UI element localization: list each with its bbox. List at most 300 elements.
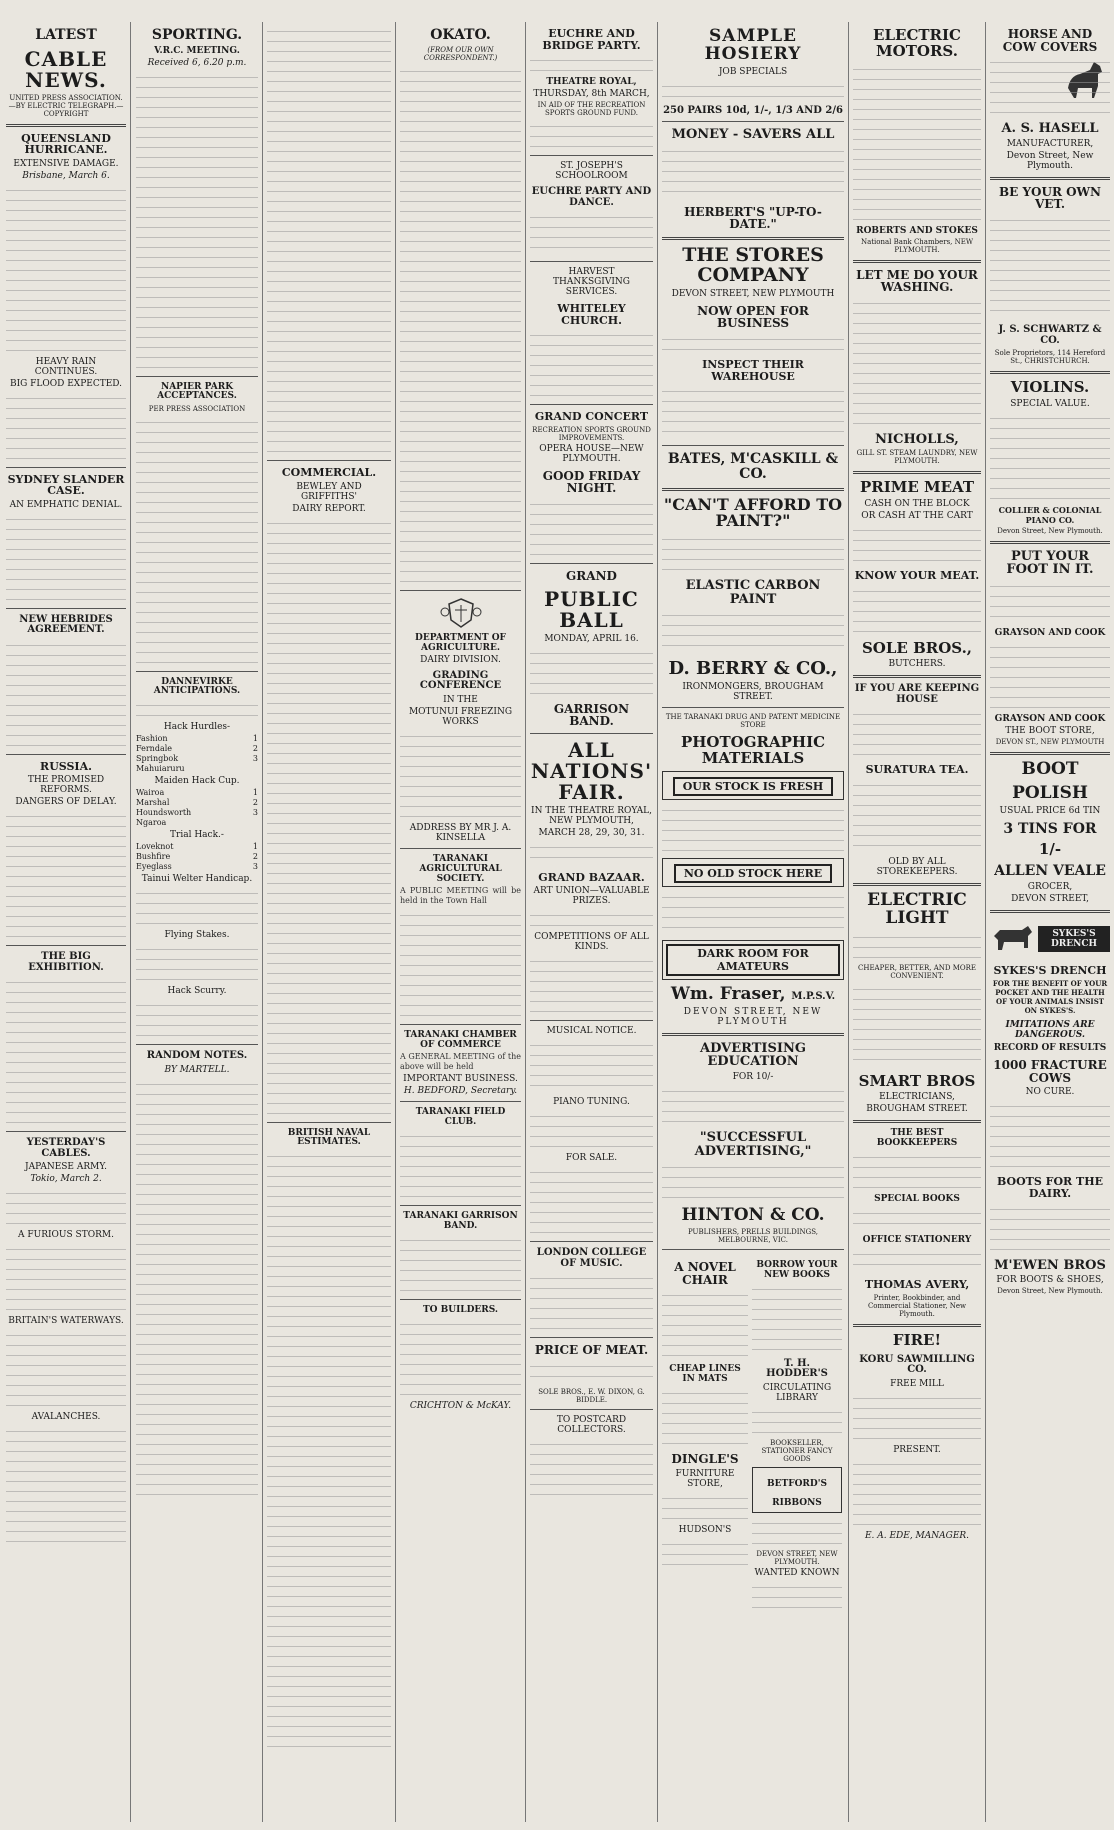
article-text: [400, 730, 521, 820]
boot-store: THE BOOT STORE,: [1005, 726, 1095, 737]
divider: [6, 124, 126, 127]
article-text: [6, 392, 126, 462]
race-entry: Fashion 1: [136, 734, 258, 744]
yesterdays-cables-heading: YESTERDAY'S CABLES.: [26, 1137, 106, 1159]
bates-mcaskill: BATES, M'CASKILL & CO.: [667, 451, 839, 482]
article-text: [662, 804, 844, 854]
divider: [267, 1122, 391, 1123]
divider: [990, 371, 1110, 374]
article-text: [853, 779, 981, 854]
prime-meat: PRIME MEAT: [859, 478, 975, 497]
sole-bros: SOLE BROS.,: [861, 638, 973, 657]
violins: VIOLINS.: [1010, 378, 1090, 397]
maiden-hack-sub: Maiden Hack Cup.: [154, 776, 240, 787]
divider: [530, 1409, 653, 1410]
borrow-books: BORROW YOUR NEW BOOKS: [756, 1260, 838, 1280]
article-text: [530, 1272, 653, 1332]
collier-addr: Devon Street, New Plymouth.: [997, 526, 1103, 535]
kinsella-address: ADDRESS BY MR J. A. KINSELLA: [409, 822, 512, 843]
thomas-sub: Printer, Bookbinder, and Commercial Stationer, New Plymouth.: [867, 1293, 967, 1318]
article-text: [662, 891, 844, 936]
column-4: [400, 22, 521, 1822]
russia-heading: RUSSIA.: [40, 759, 92, 773]
article-text: [530, 647, 653, 697]
for-benefit: FOR THE BENEFIT OF YOUR POCKET AND THE HEALTH OF YOUR ANIMALS INSIST ON SYKES'S.: [992, 979, 1108, 1016]
hack-hurdles-sub: Hack Hurdles-: [163, 722, 231, 733]
keeping-house: IF YOU ARE KEEPING HOUSE: [854, 683, 980, 705]
article-text: [400, 1318, 521, 1398]
article-text: [267, 517, 391, 1117]
divider: [400, 1299, 521, 1300]
free-mill: FREE MILL: [890, 1378, 944, 1389]
drug-store: THE TARANAKI DRUG AND PATENT MEDICINE STORE: [665, 713, 841, 730]
horse-name: Marshal: [136, 798, 170, 808]
article-text: [752, 1283, 842, 1353]
article-text: [136, 999, 258, 1039]
article-text: [662, 80, 844, 100]
garrison-band-notice: TARANAKI GARRISON BAND.: [403, 1210, 518, 1231]
article-text: [530, 1360, 653, 1385]
office-stationery: OFFICE STATIONERY: [862, 1235, 972, 1246]
divider: [400, 1024, 521, 1025]
elastic-carbon-paint: ELASTIC CARBON PAINT: [685, 578, 821, 607]
boots-dairy: BOOTS FOR THE DAIRY.: [997, 1175, 1103, 1201]
divider: [6, 1131, 126, 1132]
record-results: RECORD OF RESULTS: [993, 1043, 1107, 1054]
present: PRESENT.: [893, 1444, 941, 1455]
divider: [662, 237, 844, 240]
stock-fresh-box: [662, 771, 844, 800]
storm-sub: A FURIOUS STORM.: [18, 1230, 114, 1241]
article-text: [6, 1329, 126, 1409]
no-old-stock-box: [662, 858, 844, 887]
naval-estimates-heading: BRITISH NAVAL ESTIMATES.: [287, 1127, 371, 1147]
dark-room: DARK ROOM FOR AMATEURS: [666, 944, 840, 976]
usual-price: USUAL PRICE 6d TIN: [999, 805, 1101, 816]
euchre-heading: EUCHRE AND BRIDGE PARTY.: [542, 27, 641, 52]
successful-advertising: "SUCCESSFUL ADVERTISING,": [694, 1129, 812, 1159]
suratura-tea: SURATURA TEA.: [865, 763, 969, 777]
divider: [6, 467, 126, 468]
garrison-band: GARRISON BAND.: [553, 701, 630, 729]
grayson-cook: GRAYSON AND COOK: [994, 628, 1106, 639]
article-text: [6, 1243, 126, 1313]
article-text: [853, 708, 981, 758]
article-text: [990, 1203, 1110, 1253]
article-text: [400, 65, 521, 585]
dairy-report-line1: BEWLEY AND GRIFFITHS': [296, 481, 362, 502]
random-notes-heading: RANDOM NOTES.: [146, 1050, 248, 1062]
price-of-meat: PRICE OF MEAT.: [534, 1343, 649, 1358]
storekeepers: OLD BY ALL STOREKEEPERS.: [876, 856, 958, 877]
article-text: [530, 1039, 653, 1094]
race-entry: Springbok 3: [136, 754, 258, 764]
article-text: [267, 1150, 391, 1750]
butchers: BUTCHERS.: [888, 659, 946, 670]
brisbane-dateline: Brisbane, March 6.: [22, 170, 110, 181]
divider: [136, 376, 258, 377]
article-text: [990, 1100, 1110, 1170]
article-text: [853, 1392, 981, 1442]
art-union: ART UNION—VALUABLE PRIZES.: [533, 886, 650, 907]
heavy-rain-sub: HEAVY RAIN CONTINUES.: [34, 356, 98, 377]
race-list: [136, 842, 258, 872]
race-entry: Loveknot 1: [136, 842, 258, 852]
column-6: [662, 22, 844, 1822]
sporting-heading: SPORTING.: [151, 27, 243, 43]
good-friday: GOOD FRIDAY NIGHT.: [542, 468, 641, 496]
race-entry: Houndsworth 3: [136, 808, 258, 818]
electric-light: ELECTRIC LIGHT: [867, 889, 967, 928]
article-text: [136, 887, 258, 927]
important-business: IMPORTANT BUSINESS.: [403, 1073, 518, 1084]
divider: [136, 671, 258, 672]
article-text: [853, 1207, 981, 1232]
advertising-education: ADVERTISING EDUCATION: [700, 1040, 806, 1070]
horse-cow-covers: HORSE AND COW COVERS: [1002, 27, 1098, 54]
vrc-meeting-sub: V.R.C. MEETING.: [154, 45, 240, 56]
divider: [530, 404, 653, 405]
article-text: [662, 1538, 748, 1568]
napier-sub: PER PRESS ASSOCIATION: [148, 404, 246, 413]
column-rule: [262, 22, 263, 1822]
article-text: [853, 1248, 981, 1273]
waterways-sub: BRITAIN'S WATERWAYS.: [8, 1316, 124, 1327]
article-text: [853, 585, 981, 635]
mewen-sub: FOR BOOTS & SHOES,: [996, 1275, 1104, 1286]
koru-sawmilling: KORU SAWMILLING CO.: [859, 1353, 975, 1376]
wanted-known: WANTED KNOWN: [754, 1567, 840, 1578]
circ-library: CIRCULATING LIBRARY: [762, 1382, 832, 1403]
divider: [530, 1241, 653, 1242]
money-savers: MONEY - SAVERS ALL: [671, 127, 835, 143]
article-text: [6, 1425, 126, 1545]
divider: [530, 1020, 653, 1021]
article-text: [400, 1130, 521, 1200]
article-text: [662, 385, 844, 440]
divider: [990, 752, 1110, 755]
article-text: [530, 54, 653, 74]
allen-veale: ALLEN VEALE: [994, 863, 1106, 880]
musical-notice: MUSICAL NOTICE.: [546, 1026, 637, 1037]
in-the-label: IN THE: [443, 694, 478, 705]
column-2: [136, 22, 258, 1822]
euchre-venue: THEATRE ROYAL,: [546, 77, 637, 88]
article-text: [530, 329, 653, 399]
cable-news-heading: CABLE NEWS.: [24, 46, 108, 92]
divider: [6, 945, 126, 946]
st-josephs: ST. JOSEPH'S SCHOOLROOM: [555, 161, 628, 182]
article-text: [530, 211, 653, 256]
secretary-sign: H. BEDFORD, Secretary.: [403, 1085, 518, 1096]
grocer: GROCER,: [1027, 881, 1073, 892]
trial-hack-sub: Trial Hack.-: [170, 830, 224, 841]
hasell: A. S. HASELL: [1001, 121, 1099, 137]
article-text: [752, 1581, 842, 1611]
divider: [530, 155, 653, 156]
sykes-row: [990, 919, 1110, 959]
divider: [990, 541, 1110, 544]
know-your-meat: KNOW YOUR MEAT.: [854, 569, 980, 583]
hack-scurry-sub: Hack Scurry.: [167, 986, 227, 997]
do-your-washing: LET ME DO YOUR WASHING.: [856, 267, 978, 295]
article-text: [530, 1110, 653, 1150]
article-text: [853, 983, 981, 1068]
nicholls: NICHOLLS,: [875, 431, 959, 447]
article-text: [662, 333, 844, 353]
job-specials: JOB SPECIALS: [718, 66, 788, 77]
put-your-foot-in-it: PUT YOUR FOOT IN IT.: [1006, 548, 1094, 578]
horse-name: Houndsworth: [136, 808, 192, 818]
received-line: Received 6, 6.20 p.m.: [147, 57, 247, 68]
public-meeting-notice: A PUBLIC MEETING will be held in the Town Hall: [400, 885, 521, 905]
race-list: [136, 788, 258, 828]
stores-address: DEVON STREET, NEW PLYMOUTH: [671, 288, 835, 299]
article-text: [752, 1406, 842, 1436]
column-8: [990, 22, 1110, 1822]
column-rule: [395, 22, 396, 1822]
article-text: [530, 1438, 653, 1498]
london-college: LONDON COLLEGE OF MUSIC.: [536, 1247, 647, 1269]
avalanches-sub: AVALANCHES.: [31, 1412, 101, 1423]
article-text: [400, 909, 521, 1019]
article-text: [530, 841, 653, 866]
taihape-sub: Tainui Welter Handicap.: [141, 874, 253, 885]
schwartz: J. S. SCHWARTZ & CO.: [998, 324, 1102, 346]
slander-case-heading: SYDNEY SLANDER CASE.: [7, 472, 125, 498]
sykes-drench: SYKES'S DRENCH: [993, 963, 1107, 977]
euchre-date: THURSDAY, 8th MARCH,: [533, 89, 650, 100]
article-text: [990, 214, 1110, 319]
electric-motors: ELECTRIC MOTORS.: [873, 26, 961, 60]
race-entry: Marshal 2: [136, 798, 258, 808]
competitions: COMPETITIONS OF ALL KINDS.: [534, 932, 649, 953]
roberts-sub: National Bank Chambers, NEW PLYMOUTH.: [860, 237, 974, 254]
napier-heading: NAPIER PARK ACCEPTANCES.: [157, 381, 237, 402]
correspondent-line: (FROM OUR OWN CORRESPONDENT.): [423, 45, 498, 62]
cow-icon: [990, 922, 1034, 956]
column-7: [853, 22, 981, 1822]
article-text: [853, 63, 981, 223]
butchers-sign: SOLE BROS., E. W. DIXON, G. BIDDLE.: [538, 1387, 645, 1404]
article-text: [400, 1234, 521, 1294]
dairy-report-line2: DAIRY REPORT.: [292, 503, 366, 514]
hebrides-heading: NEW HEBRIDES AGREEMENT.: [19, 613, 113, 636]
article-text: [530, 955, 653, 1015]
piano-tuning: PIANO TUNING.: [553, 1097, 630, 1108]
boot-addr: DEVON ST., NEW PLYMOUTH: [995, 738, 1105, 747]
horse-name: Ferndale: [136, 744, 173, 754]
hinton-sub: PUBLISHERS, PRELLS BUILDINGS, MELBOURNE, VIC.: [687, 1228, 819, 1245]
column-5: [530, 22, 653, 1822]
for-sale: FOR SALE.: [565, 1153, 618, 1164]
article-text: [853, 1458, 981, 1528]
byline: BY MARTELL.: [164, 1064, 230, 1075]
horse-name: Mahuiaruru: [136, 764, 185, 774]
no-old-stock: NO OLD STOCK HERE: [674, 864, 832, 883]
divider: [662, 1249, 844, 1250]
race-entry: [136, 764, 258, 774]
hodders: T. H. HODDER'S: [766, 1357, 828, 1380]
article-text: [662, 533, 844, 573]
article-text: [6, 976, 126, 1126]
article-text: [530, 120, 653, 150]
divider: [530, 1337, 653, 1338]
divider: [400, 1101, 521, 1102]
three-tins: 3 TINS FOR: [1003, 820, 1097, 837]
fraser-quals: M.P.S.V.: [791, 990, 836, 1002]
column-1: [6, 22, 126, 1822]
grand-concert: GRAND CONCERT: [534, 410, 649, 424]
reforms-sub: THE PROMISED REFORMS.: [27, 775, 105, 796]
mewen-bros: M'EWEN BROS: [994, 1257, 1106, 1273]
divider: [990, 910, 1110, 913]
devon-street: DEVON STREET, NEW PLYMOUTH.: [756, 1549, 838, 1566]
column-rule: [985, 22, 986, 1822]
divider: [400, 848, 521, 849]
field-club: TARANAKI FIELD CLUB.: [415, 1106, 506, 1127]
right-ads: [752, 1255, 842, 1614]
special-books: SPECIAL BOOKS: [874, 1194, 960, 1205]
postcard-collectors: TO POSTCARD COLLECTORS.: [556, 1414, 627, 1435]
all-nations-fair: ALL NATIONS' FAIR.: [530, 737, 653, 804]
cheaper-better: CHEAPER, BETTER, AND MORE CONVENIENT.: [857, 963, 977, 980]
fraser-address: DEVON STREET, NEW PLYMOUTH: [683, 1006, 823, 1027]
article-text: [530, 498, 653, 558]
crichton-sign: CRICHTON & McKAY.: [409, 1400, 512, 1411]
article-text: [530, 909, 653, 929]
herberts-up-to-date: HERBERT'S "UP-TO-DATE.": [684, 204, 822, 232]
wm-fraser: [662, 983, 844, 1004]
schwartz-sub: Sole Proprietors, 114 Hereford St., CHRISTCHURCH.: [994, 349, 1106, 366]
race-entry: Bushfire 2: [136, 852, 258, 862]
delay-sub: DANGERS OF DELAY.: [15, 797, 117, 808]
grading-conference: GRADING CONFERENCE: [419, 669, 502, 692]
grand-label: GRAND: [566, 568, 617, 583]
hudsons: HUDSON'S: [678, 1524, 732, 1535]
horse-name: Ngaroa: [136, 818, 167, 828]
race-entry: [136, 818, 258, 828]
betfords-box: [752, 1467, 842, 1513]
article-text: [136, 943, 258, 983]
article-text: [136, 699, 258, 719]
divider: [853, 471, 981, 474]
special-value: SPECIAL VALUE.: [1010, 398, 1090, 409]
divider: [662, 488, 844, 491]
left-ads: [662, 1255, 748, 1614]
article-text: [990, 641, 1110, 711]
harvest-services: HARVEST THANKSGIVING SERVICES.: [553, 267, 630, 298]
divider: [853, 1120, 981, 1123]
fire: FIRE!: [892, 1330, 942, 1349]
electricians: ELECTRICIANS,: [879, 1092, 955, 1103]
queensland-hurricane-heading: QUEENSLAND HURRICANE.: [21, 131, 111, 157]
divider: [662, 1033, 844, 1036]
divider: [400, 1205, 521, 1206]
stock-fresh: OUR STOCK IS FRESH: [673, 777, 834, 796]
adv-price: FOR 10/-: [732, 1071, 774, 1082]
divider: [400, 590, 521, 591]
divider: [853, 883, 981, 886]
sykes-badge: SYKES'S DRENCH: [1038, 926, 1110, 952]
cash-block: CASH ON THE BLOCK: [864, 499, 970, 510]
furniture-store: FURNITURE STORE,: [675, 1468, 735, 1489]
article-text: [752, 1517, 842, 1547]
article-text: [853, 931, 981, 961]
thomas-avery: THOMAS AVERY,: [864, 1278, 970, 1292]
divider: [530, 733, 653, 734]
article-text: [6, 184, 126, 354]
cheap-lines: CHEAP LINES IN MATS: [669, 1364, 741, 1384]
article-text: [136, 416, 258, 666]
divider: [662, 121, 844, 122]
grand-bazaar: GRAND BAZAAR.: [538, 870, 645, 884]
article-text: [990, 56, 1110, 116]
article-text: [662, 145, 844, 200]
exhibition-heading: THE BIG EXHIBITION.: [28, 951, 104, 973]
dept-agriculture: DEPARTMENT OF AGRICULTURE.: [415, 632, 506, 653]
race-entry: Wairoa 1: [136, 788, 258, 798]
extensive-damage-sub: EXTENSIVE DAMAGE.: [13, 158, 119, 169]
article-text: [136, 1078, 258, 1498]
grayson-cook-2: GRAYSON AND COOK: [994, 714, 1106, 725]
horse-name: Loveknot: [136, 842, 174, 852]
horse-name: Wairoa: [136, 788, 165, 798]
article-text: [662, 1161, 844, 1201]
no-cure: NO CURE.: [1025, 1087, 1075, 1098]
one-shilling: 1/-: [1038, 840, 1062, 859]
divider: [853, 675, 981, 678]
divider: [853, 260, 981, 263]
be-your-own-vet: BE YOUR OWN VET.: [999, 184, 1101, 212]
fair-venue: IN THE THEATRE ROYAL, NEW PLYMOUTH,: [531, 805, 652, 826]
betfords: BETFORD'S RIBBONS: [767, 1478, 827, 1508]
horse-name: Fashion: [136, 734, 168, 744]
tokio-dateline: Tokio, March 2.: [30, 1174, 102, 1185]
hasell-sub: MANUFACTURER,: [1006, 138, 1094, 149]
mewen-addr: Devon Street, New Plymouth.: [997, 1287, 1103, 1296]
hinton-co: HINTON & CO.: [681, 1205, 825, 1226]
article-text: [267, 25, 391, 455]
article-text: [990, 412, 1110, 502]
roberts-stokes: ROBERTS AND STOKES: [856, 225, 978, 236]
agric-society: TARANAKI AGRICULTURAL SOCIETY.: [419, 853, 502, 884]
to-builders: TO BUILDERS.: [422, 1304, 499, 1315]
divider: [662, 707, 844, 708]
boot-label: BOOT: [1021, 759, 1079, 780]
race-entry: Eyeglass 3: [136, 862, 258, 872]
commercial-heading: COMMERCIAL.: [281, 466, 377, 479]
best-bookkeepers: THE BEST BOOKKEEPERS: [876, 1128, 958, 1148]
euchre-dance: EUCHRE PARTY AND DANCE.: [531, 186, 652, 208]
article-text: [6, 513, 126, 603]
article-text: [136, 71, 258, 371]
public-ball: PUBLIC BALL: [544, 586, 639, 632]
article-text: [990, 580, 1110, 625]
article-text: [6, 810, 126, 940]
article-text: [662, 1387, 748, 1447]
collier-piano: COLLIER & COLONIAL PIANO CO.: [998, 504, 1102, 525]
flying-sub: Flying Stakes.: [164, 930, 230, 941]
sample-hosiery: SAMPLE HOSIERY: [704, 26, 802, 64]
column-rule: [525, 22, 526, 1822]
fair-dates: MARCH 28, 29, 30, 31.: [538, 827, 645, 838]
allen-addr: DEVON STREET,: [1011, 893, 1089, 904]
d-berry: D. BERRY & CO.,: [668, 658, 838, 680]
divider: [530, 563, 653, 564]
novel-chair: A NOVEL CHAIR: [674, 1260, 736, 1287]
euchre-aid: IN AID OF THE RECREATION SPORTS GROUND FUND.: [537, 101, 646, 118]
